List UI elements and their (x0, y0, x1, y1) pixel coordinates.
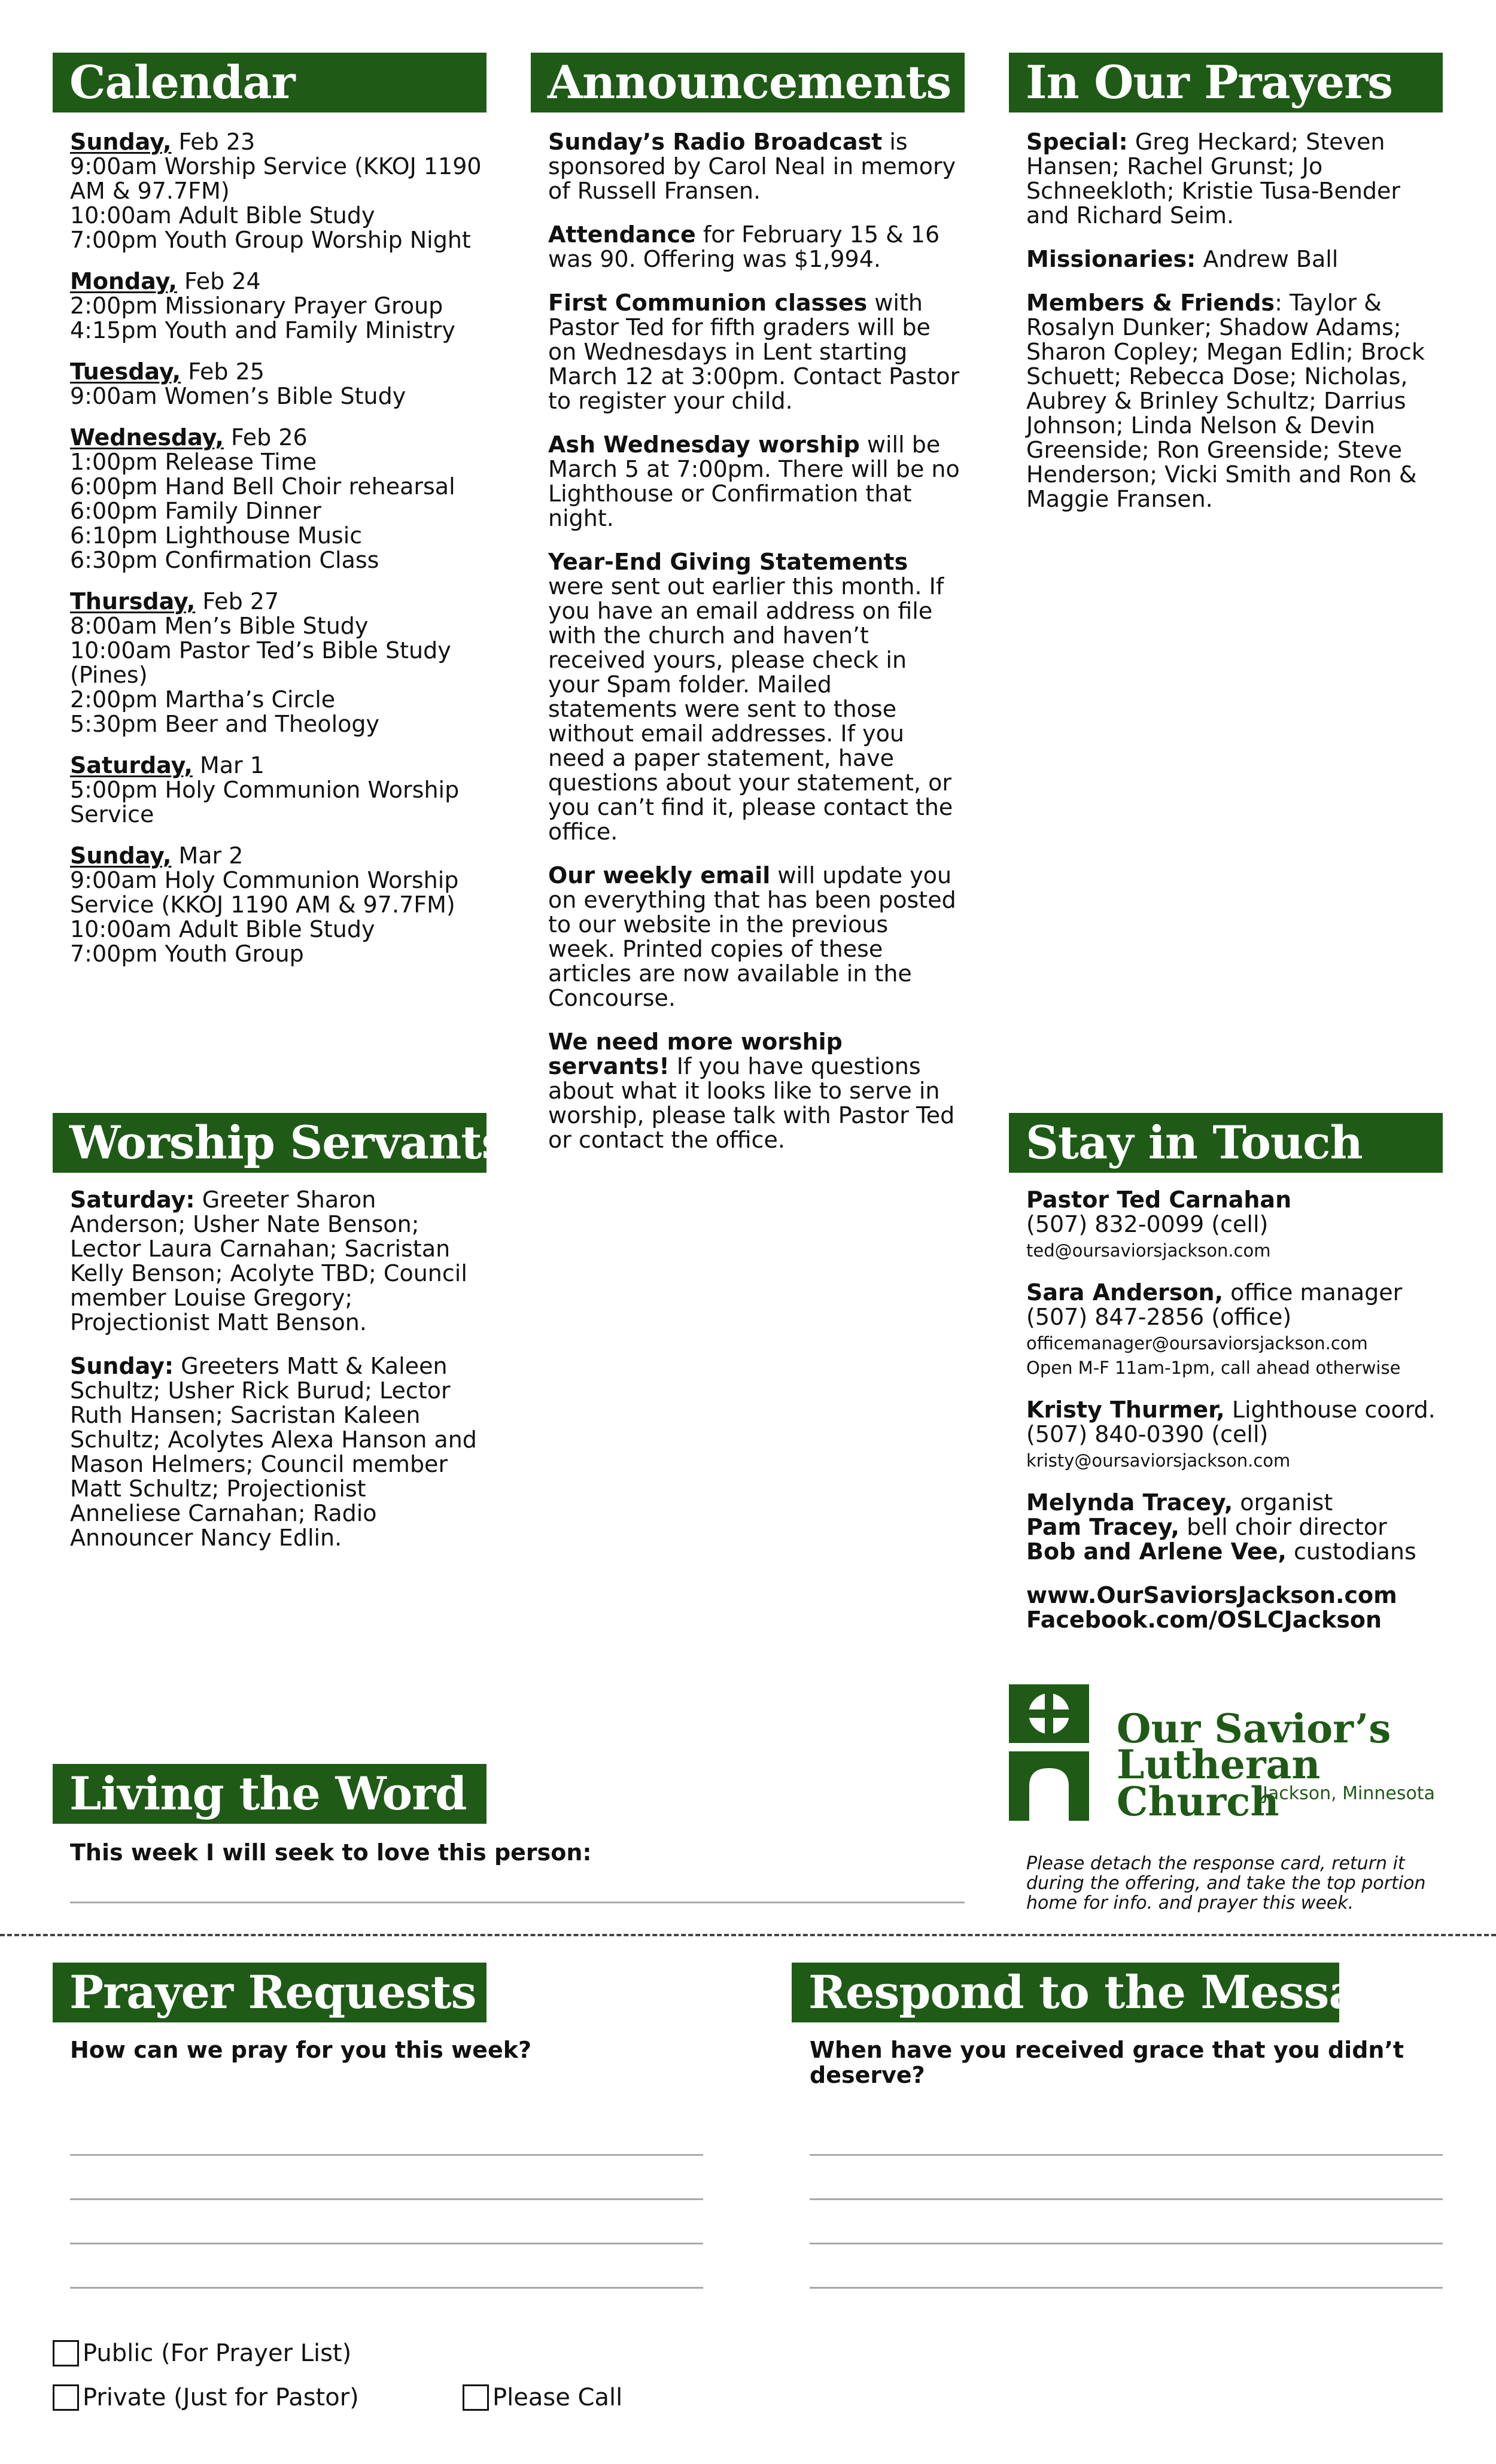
announcement-item: Attendance for February 15 & 16 was 90. Offering was $1,994. (548, 221, 940, 272)
announcement-item: We need more worship servants! If you have questions about what it looks like to serve in worship, please talk with Pastor Ted or contact the office. (548, 1029, 955, 1153)
respond-prompt: When have you received grace that you didn’t deserve? (810, 2037, 1404, 2088)
logo-location: Jackson, Minnesota (1263, 1783, 1436, 1804)
respond-line-1[interactable] (810, 2154, 1443, 2156)
respond-line-4[interactable] (810, 2287, 1443, 2289)
requests-line-3[interactable] (70, 2243, 703, 2244)
call-checkbox[interactable] (463, 2384, 489, 2411)
website-link[interactable]: www.OurSaviorsJackson.com (1026, 1582, 1397, 1608)
announcement-item: Ash Wednesday worship will be March 5 at 7:00pm. There will be no Lighthouse or Confirmation that night. (548, 431, 960, 531)
announcements-header: Announcements (531, 53, 965, 112)
public-checkbox[interactable] (53, 2340, 79, 2366)
calendar-day: Monday, Feb 24 2:00pm Missionary Prayer Group 4:15pm Youth and Family Ministry (70, 268, 455, 343)
detach-line (0, 1934, 1496, 1936)
private-checkbox[interactable] (53, 2384, 79, 2411)
church-door-icon (1009, 1684, 1089, 1821)
calendar-day: Sunday, Feb 23 9:00am Worship Service (KKOJ 1190 AM & 97.7FM) 10:00am Adult Bible Study 7:00pm Youth Group Worship Night (70, 129, 482, 253)
web-links (1026, 1583, 1445, 1632)
contact-office: Sara Anderson, office manager (507) 847-2856 (office) officemanager@oursaviorsjackson.com Open M-F 11am-1pm, call ahead otherwise (1026, 1279, 1403, 1378)
respond-line-3[interactable] (810, 2243, 1443, 2244)
logo-line-1: Our Savior’s (1117, 1705, 1391, 1752)
prayers-body (1026, 130, 1433, 531)
calendar-body (70, 130, 483, 983)
living-answer-line[interactable] (70, 1902, 965, 1903)
prayer-item: Missionaries: Andrew Ball (1026, 246, 1339, 272)
servants-body (70, 1188, 483, 1569)
announcement-item: Sunday’s Radio Broadcast is sponsored by Carol Neal in memory of Russell Fransen. (548, 129, 956, 204)
private-option[interactable]: Private (Just for Pastor) (53, 2384, 359, 2411)
church-logo (1009, 1684, 1089, 1821)
logo-line-2: Lutheran Church (1117, 1741, 1321, 1825)
calendar-day: Tuesday, Feb 25 9:00am Women’s Bible Study (70, 358, 406, 409)
prayer-item: Special: Greg Heckard; Steven Hansen; Rachel Grunst; Jo Schneekloth; Kristie Tusa-Bender and Richard Seim. (1026, 129, 1401, 229)
respond-line-2[interactable] (810, 2198, 1443, 2200)
requests-line-4[interactable] (70, 2287, 703, 2289)
contact-lighthouse: Kristy Thurmer, Lighthouse coord. (507) 840-0390 (cell) kristy@oursaviorsjackson.com (1026, 1397, 1436, 1471)
requests-line-1[interactable] (70, 2154, 703, 2156)
facebook-link[interactable]: Facebook.com/OSLCJackson (1026, 1607, 1382, 1633)
servant-item: Saturday: Greeter Sharon Anderson; Usher Nate Benson; Lector Laura Carnahan; Sacristan Kelly Benson; Acolyte TBD; Council member Louise Gregory; Projectionist Matt Benson. (70, 1187, 467, 1336)
servants-header: Worship Servants (53, 1113, 486, 1173)
announcement-item: Our weekly email will update you on everything that has been posted to our website in the previous week. Printed copies of these articles are now available in the Concourse. (548, 862, 956, 1011)
detach-note: Please detach the response card, return it during the offering, and take the top portion home for info. and prayer this week. (1026, 1853, 1426, 1914)
staff-list: Melynda Tracey, organist Pam Tracey, bell choir director Bob and Arlene Vee, custodians (1026, 1489, 1416, 1565)
touch-body (1026, 1188, 1445, 1651)
calendar-day: Saturday, Mar 1 5:00pm Holy Communion Worship Service (70, 752, 460, 828)
prayers-header: In Our Prayers (1009, 53, 1443, 112)
requests-line-2[interactable] (70, 2198, 703, 2200)
call-option[interactable]: Please Call (463, 2384, 622, 2411)
prayer-item: Members & Friends: Taylor & Rosalyn Dunker; Shadow Adams; Sharon Copley; Megan Edlin; Brock Schuett; Rebecca Dose; Nicholas, Aubrey & Brinley Schultz; Darrius Johnson; Linda Nelson & Devin Greenside; Ron Greenside; Steve Henderson; Vicki Smith and Ron & Maggie Fransen. (1026, 290, 1425, 512)
announcement-item: Year-End Giving Statements were sent out earlier this month. If you have an email address on file with the church and haven’t received yours, please check in your Spam folder. Mailed statements were sent to those without email addresses. If you need a paper statement, have questions about your statement, or you can’t find it, please contact the office. (548, 549, 953, 845)
living-header: Living the Word (53, 1764, 486, 1824)
requests-prompt: How can we pray for you this week? (70, 2037, 532, 2063)
announcement-item: First Communion classes with Pastor Ted for fifth graders will be on Wednesdays in Lent starting March 12 at 3:00pm. Contact Pastor to register your child. (548, 290, 960, 414)
respond-header: Respond to the Message (792, 1963, 1339, 2022)
calendar-header: Calendar (53, 53, 486, 112)
contact-pastor: Pastor Ted Carnahan (507) 832-0099 (cell) ted@oursaviorsjackson.com (1026, 1187, 1292, 1261)
touch-header: Stay in Touch (1009, 1113, 1443, 1173)
public-option[interactable]: Public (For Prayer List) (53, 2340, 351, 2367)
servant-item: Sunday: Greeters Matt & Kaleen Schultz; Usher Rick Burud; Lector Ruth Hansen; Sacristan Kaleen Schultz; Acolytes Alexa Hanson and Mason Helmers; Council member Matt Schultz; Projectionist Anneliese Carnahan; Radio Announcer Nancy Edlin. (70, 1353, 477, 1551)
announcements-body (548, 130, 961, 1172)
calendar-day: Wednesday, Feb 26 1:00pm Release Time 6:00pm Hand Bell Choir rehearsal 6:00pm Family Dinner 6:10pm Lighthouse Music 6:30pm Confirmation Class (70, 424, 455, 573)
calendar-day: Sunday, Mar 2 9:00am Holy Communion Worship Service (KKOJ 1190 AM & 97.7FM) 10:00am Adult Bible Study 7:00pm Youth Group (70, 842, 459, 967)
calendar-day: Thursday, Feb 27 8:00am Men’s Bible Study 10:00am Pastor Ted’s Bible Study (Pines) 2:00pm Martha’s Circle 5:30pm Beer and Theology (70, 588, 451, 737)
requests-header: Prayer Requests (53, 1963, 486, 2022)
living-prompt: This week I will seek to love this person: (70, 1839, 592, 1866)
